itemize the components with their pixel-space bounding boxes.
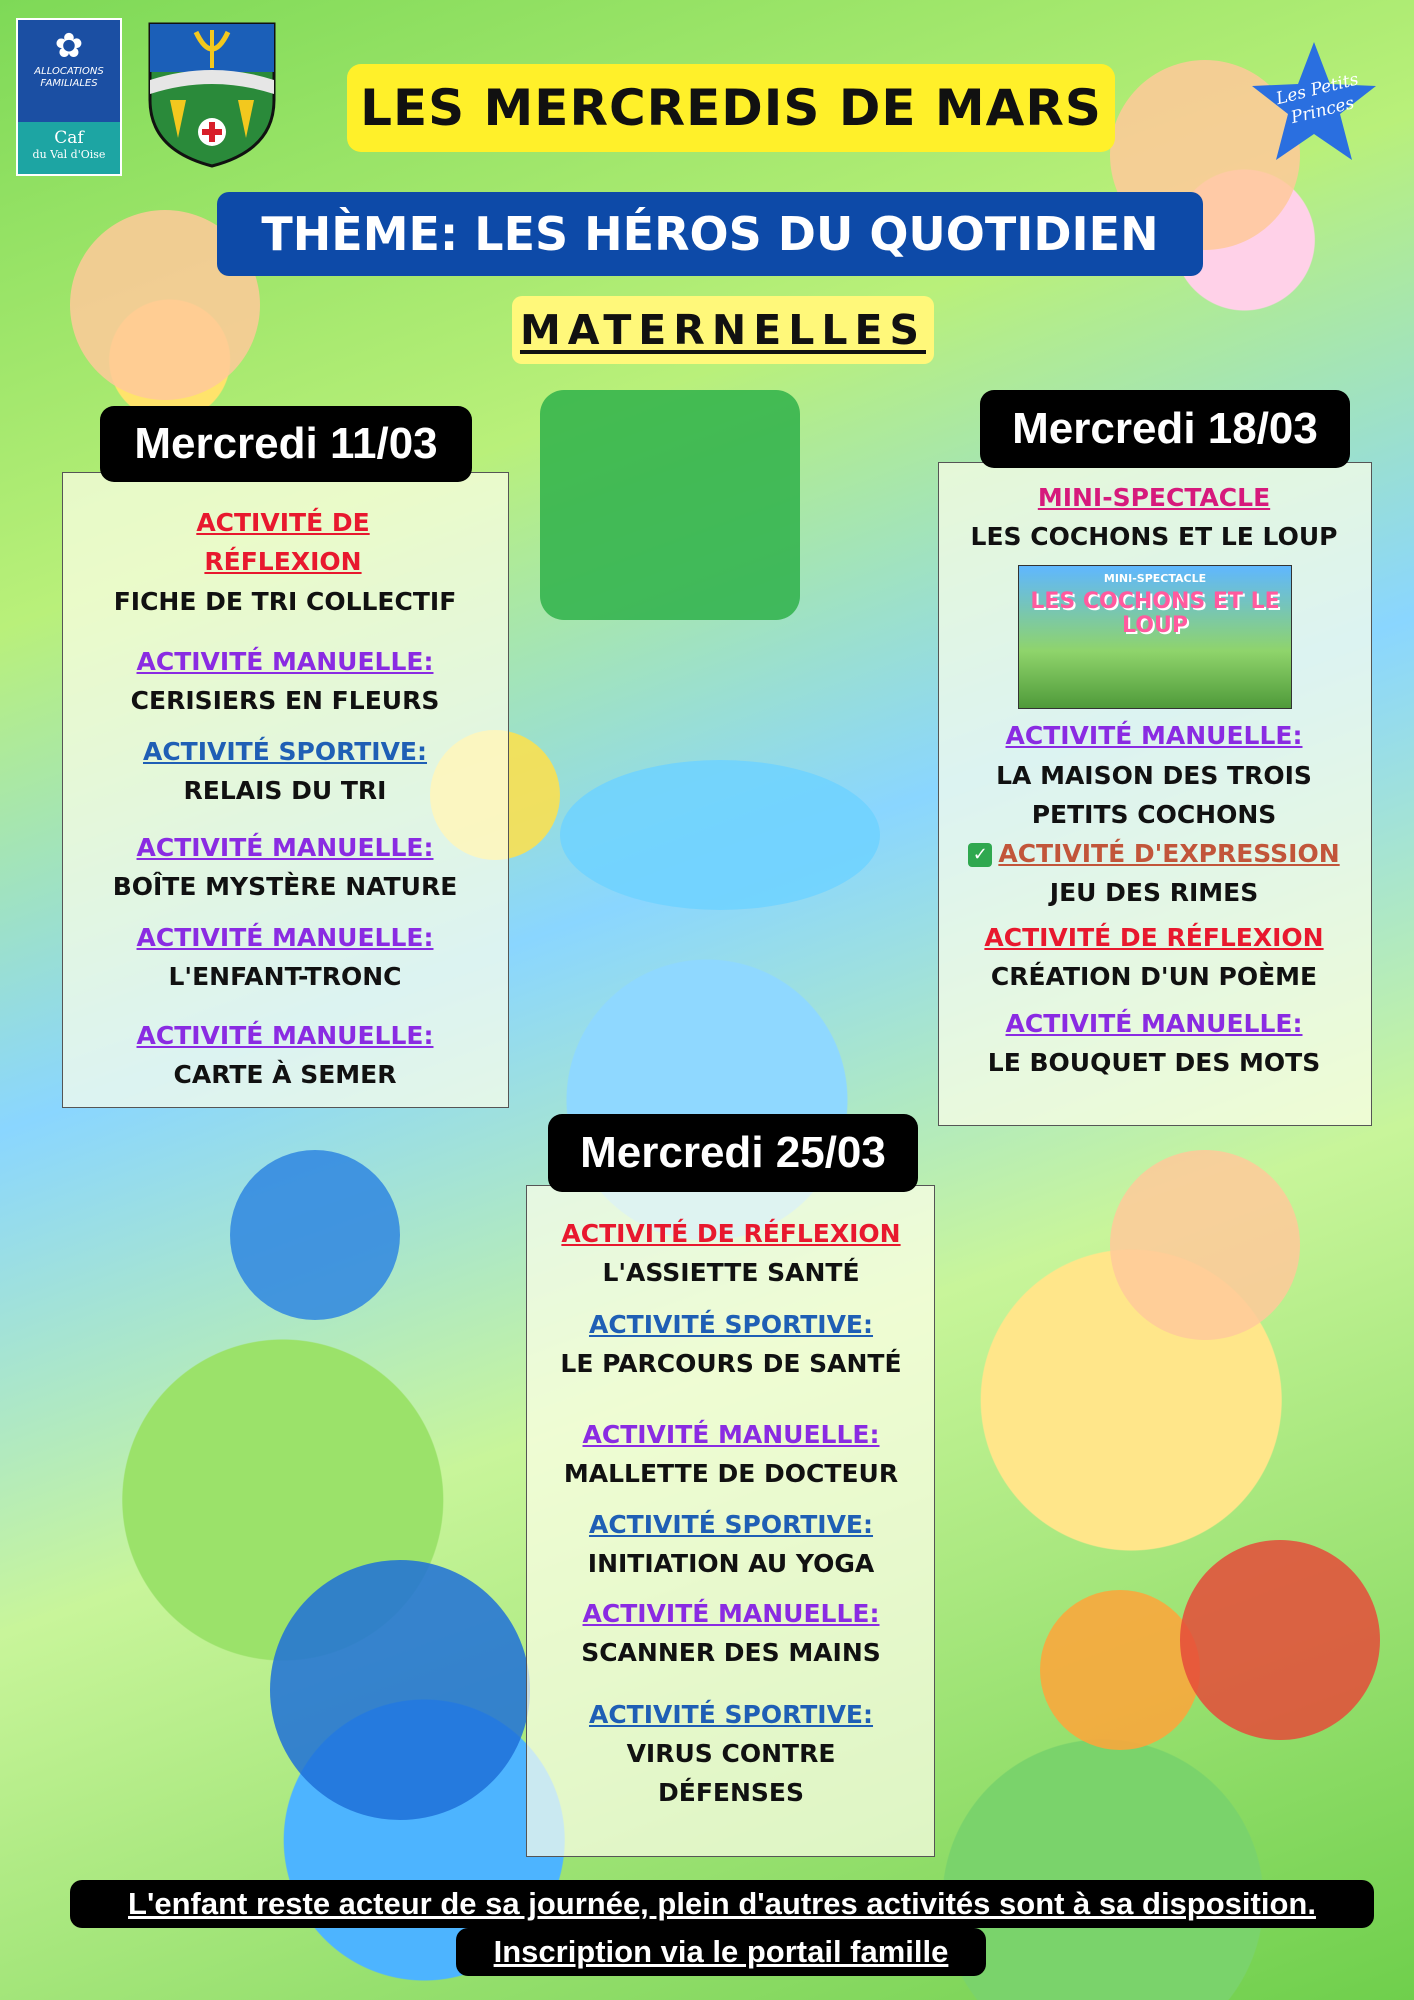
caf-family-icon: ✿: [54, 26, 84, 66]
activity-category: MINI-SPECTACLE: [1037, 483, 1271, 512]
spectacle-image-small-text: MINI-SPECTACLE: [1103, 572, 1207, 585]
activity-category: ACTIVITÉ DE RÉFLEXION: [984, 923, 1324, 952]
decor-recycle-bin: [540, 390, 800, 620]
activity-category: ACTIVITÉ DE RÉFLEXION: [561, 1219, 901, 1248]
activity-name: CRÉATION D'UN POÈME: [990, 962, 1318, 991]
activity-name: SCANNER DES MAINS: [581, 1638, 881, 1667]
activity-name: CARTE À SEMER: [173, 1060, 397, 1089]
day-label-1: Mercredi 11/03: [100, 406, 472, 482]
day-label-3: Mercredi 25/03: [548, 1114, 918, 1192]
caf-label-line1: ALLOCATIONS: [34, 66, 104, 77]
star-logo-text: Les Petits Princes: [1274, 69, 1361, 129]
caf-name: Caf: [54, 128, 84, 148]
activity-name: RELAIS DU TRI: [183, 776, 387, 805]
activity-name: CERISIERS EN FLEURS: [130, 686, 440, 715]
activity-name: BOÎTE MYSTÈRE NATURE: [112, 872, 458, 901]
activity-name: LA MAISON DES TROIS PETITS COCHONS: [996, 761, 1312, 829]
activity-category: ACTIVITÉ DE RÉFLEXION: [196, 508, 370, 576]
decor-pond: [560, 760, 880, 910]
caf-label-line2: FAMILIALES: [40, 78, 98, 89]
activity-category: ACTIVITÉ D'EXPRESSION: [998, 839, 1340, 868]
activity-category: ACTIVITÉ MANUELLE:: [136, 923, 434, 952]
page-title: LES MERCREDIS DE MARS: [347, 64, 1115, 152]
decor-globe-left: [230, 1150, 400, 1320]
decor-cat: [1040, 1590, 1200, 1750]
activity-name: LE PARCOURS DE SANTÉ: [560, 1349, 902, 1378]
registration-note: Inscription via le portail famille: [456, 1928, 986, 1976]
activity-category: ACTIVITÉ SPORTIVE:: [142, 737, 428, 766]
activity-name: INITIATION AU YOGA: [587, 1549, 875, 1578]
caf-logo: [16, 18, 122, 176]
caf-department: du Val d'Oise: [32, 148, 106, 161]
activity-name: LES COCHONS ET LE LOUP: [970, 522, 1338, 551]
activity-name: FICHE DE TRI COLLECTIF: [113, 587, 457, 616]
activity-category: ACTIVITÉ MANUELLE:: [136, 647, 434, 676]
activity-category: ACTIVITÉ SPORTIVE:: [588, 1700, 874, 1729]
town-crest-icon: [146, 20, 278, 170]
activity-name: L'ASSIETTE SANTÉ: [602, 1258, 860, 1287]
activity-category-row: [944, 834, 1364, 873]
level-title: MATERNELLES: [512, 296, 934, 364]
checkmark-icon: ✓: [968, 843, 992, 867]
activity-name: MALLETTE DE DOCTEUR: [563, 1459, 899, 1488]
activity-name: LE BOUQUET DES MOTS: [987, 1048, 1321, 1077]
activity-name: JEU DES RIMES: [1049, 878, 1259, 907]
activity-category: ACTIVITÉ SPORTIVE:: [588, 1510, 874, 1539]
day-label-2: Mercredi 18/03: [980, 390, 1350, 468]
activity-category: ACTIVITÉ MANUELLE:: [582, 1599, 880, 1628]
activity-category: ACTIVITÉ MANUELLE:: [136, 833, 434, 862]
activity-category: ACTIVITÉ MANUELLE:: [582, 1420, 880, 1449]
activity-category: ACTIVITÉ SPORTIVE:: [588, 1310, 874, 1339]
activity-name: VIRUS CONTRE DÉFENSES: [626, 1739, 836, 1807]
spectacle-poster-image: [1018, 565, 1292, 709]
activity-1-1: [150, 503, 416, 581]
activity-category: ACTIVITÉ MANUELLE:: [1005, 721, 1303, 750]
activity-name: L'ENFANT-TRONC: [168, 962, 402, 991]
decor-globe-bottom: [270, 1560, 530, 1820]
footer-note: L'enfant reste acteur de sa journée, plein d'autres activités sont à sa disposition.: [70, 1880, 1374, 1928]
spectacle-image-title: LES COCHONS ET LE LOUP: [1030, 589, 1280, 638]
decor-books: [1180, 1540, 1380, 1740]
activity-category: ACTIVITÉ MANUELLE:: [1005, 1009, 1303, 1038]
theme-title: THÈME: LES HÉROS DU QUOTIDIEN: [217, 192, 1203, 276]
decor-child-bottom-right: [1110, 1150, 1300, 1340]
activity-category: ACTIVITÉ MANUELLE:: [136, 1021, 434, 1050]
